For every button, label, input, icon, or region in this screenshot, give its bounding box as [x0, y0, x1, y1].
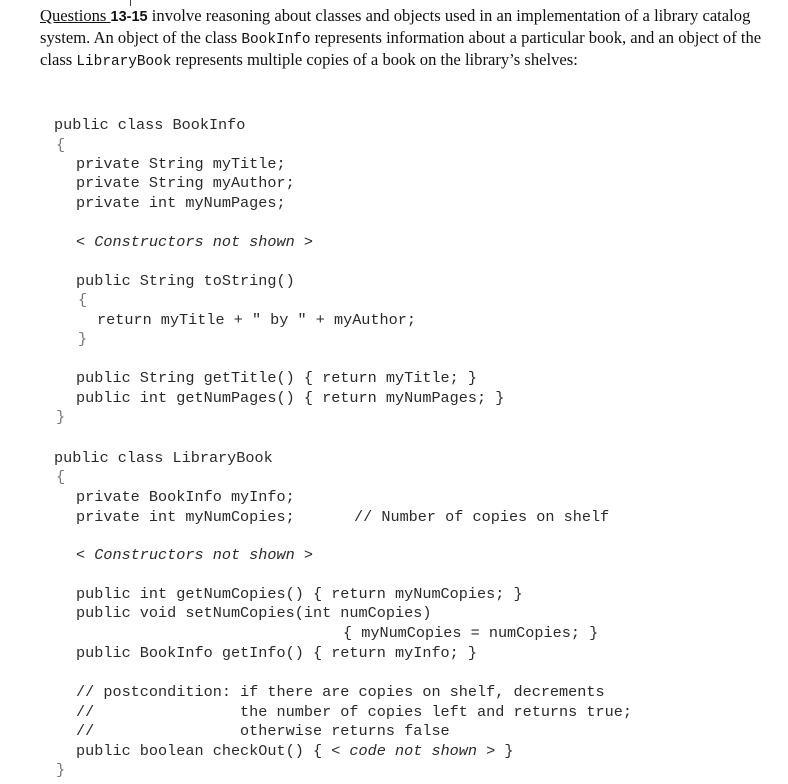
setnumcopies-body: { myNumCopies = numCopies; }: [343, 624, 599, 642]
tostring-open-brace: {: [78, 291, 88, 309]
postcondition-comment-1: // postcondition: if there are copies on shelf, decrements: [76, 683, 605, 701]
bookinfo-class-declaration: public class BookInfo: [54, 116, 246, 134]
postcondition-comment-3: // otherwise returns false: [76, 722, 450, 740]
question-numbers: 13-15: [110, 9, 148, 25]
field-my-info: private BookInfo myInfo;: [76, 488, 295, 506]
checkout-close: }: [495, 742, 514, 760]
librarybook-close-brace: }: [56, 761, 66, 779]
gettitle-method: public String getTitle() { return myTitle; }: [76, 369, 478, 387]
librarybook-class-declaration: public class LibraryBook: [54, 449, 273, 467]
bookinfo-constructors-note: < Constructors not shown >: [76, 233, 313, 251]
questions-label: Questions: [40, 6, 107, 25]
bookinfo-open-brace: {: [56, 136, 66, 154]
tostring-close-brace: }: [78, 330, 88, 348]
tostring-body: return myTitle + " by " + myAuthor;: [97, 311, 416, 329]
bookinfo-close-brace: }: [56, 408, 66, 426]
class-name-bookinfo: BookInfo: [241, 31, 311, 48]
field-my-title: private String myTitle;: [76, 155, 286, 173]
field-my-num-pages: private int myNumPages;: [76, 194, 286, 212]
setnumcopies-signature: public void setNumCopies(int numCopies): [76, 604, 432, 622]
num-copies-comment: // Number of copies on shelf: [354, 508, 610, 526]
intro-text-1: involve reasoning about classes and objects used in an implementation of a library catalog system. An object of the class: [40, 6, 751, 47]
checkout-code-not-shown: < code not shown >: [331, 742, 496, 760]
getnumpages-method: public int getNumPages() { return myNumPages; }: [76, 389, 505, 407]
checkout-method: [76, 741, 514, 761]
librarybook-constructors-note: < Constructors not shown >: [76, 546, 313, 564]
field-my-num-copies: private int myNumCopies;: [76, 508, 295, 526]
getnumcopies-method: public int getNumCopies() { return myNumCopies; }: [76, 585, 523, 603]
class-name-librarybook: LibraryBook: [76, 54, 172, 70]
field-my-author: private String myAuthor;: [76, 174, 295, 192]
intro-text-3: represents multiple copies of a book on the library’s shelves:: [171, 50, 578, 69]
intro-text-2: represents information about a particular book, and an object of the class: [40, 27, 762, 69]
getinfo-method: public BookInfo getInfo() { return myInfo; }: [76, 644, 478, 662]
librarybook-open-brace: {: [56, 468, 66, 486]
postcondition-comment-2: // the number of copies left and returns true;: [76, 703, 632, 721]
tostring-signature: public String toString(): [76, 272, 295, 290]
checkout-signature: public boolean checkOut() {: [76, 742, 332, 760]
